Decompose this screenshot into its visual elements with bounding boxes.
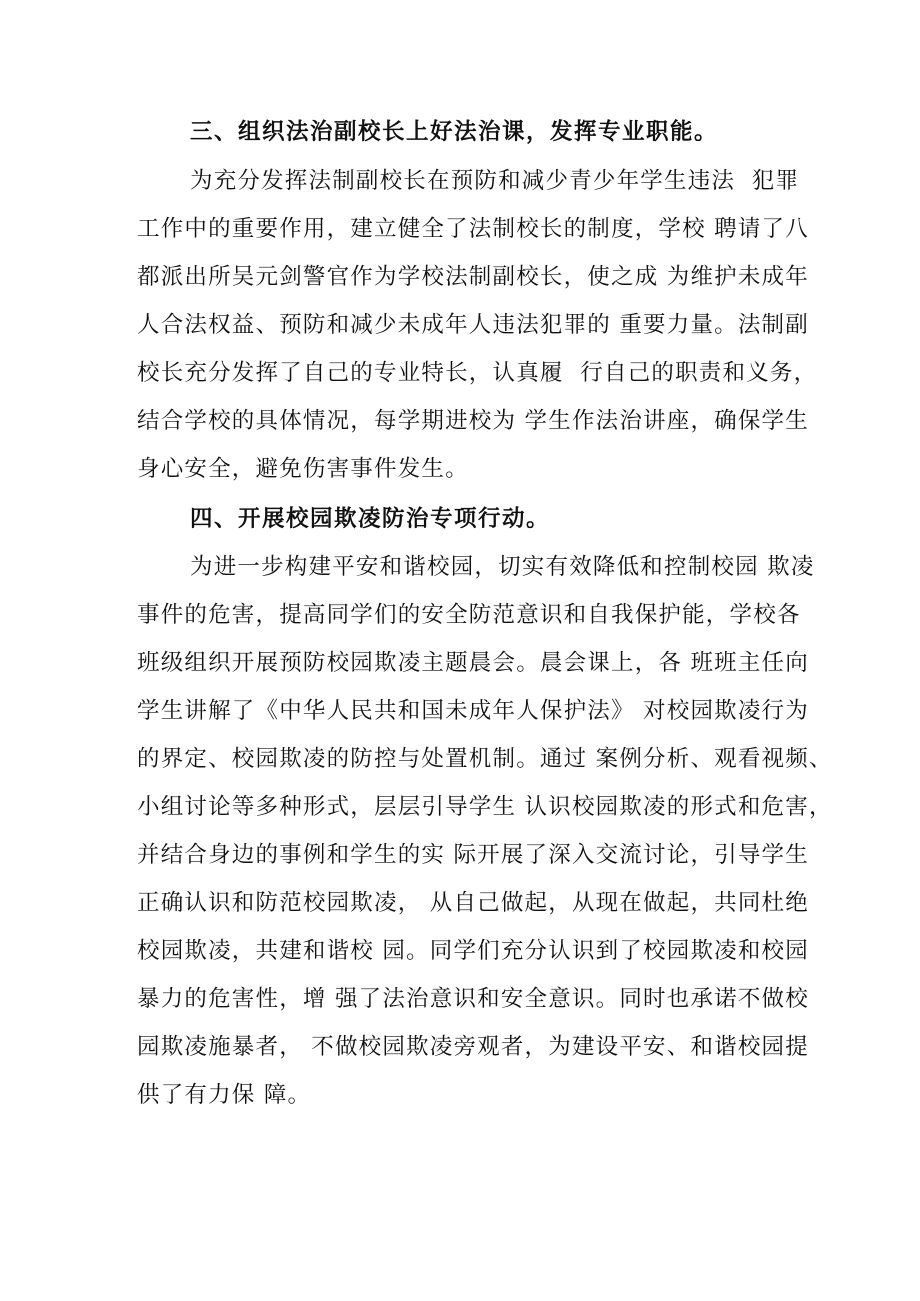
section3-line: 身心安全，避免伤害事件发生。 — [137, 456, 469, 482]
section3-line: 人合法权益、预防和减少未成年人违法犯罪的 重要力量。法制副 — [137, 312, 809, 338]
section4-line: 小组讨论等多种形式，层层引导学生 认识校园欺凌的形式和危害， — [137, 794, 833, 820]
section3-line: 都派出所吴元剑警官作为学校法制副校长，使之成 为维护未成年 — [137, 264, 809, 290]
section4-line: 班级组织开展预防校园欺凌主题晨会。晨会课上，各 班班主任向 — [137, 650, 809, 676]
section4-heading: 四、开展校园欺凌防治专项行动。 — [190, 506, 551, 532]
section3-heading: 三、组织法治副校长上好法治课，发挥专业职能。 — [190, 119, 719, 145]
section4-line: 的界定、校园欺凌的防控与处置机制。通过 案例分析、观看视频、 — [137, 746, 833, 772]
section4-line: 并结合身边的事例和学生的实 际开展了深入交流讨论，引导学生 — [137, 842, 809, 868]
section4-line: 学生讲解了《中华人民共和国未成年人保护法》 对校园欺凌行为 — [137, 698, 809, 724]
section4-line: 为进一步构建平安和谐校园，切实有效降低和控制校园 欺凌 — [190, 554, 815, 580]
section4-line: 校园欺凌，共建和谐校 园。同学们充分认识到了校园欺凌和校园 — [137, 938, 809, 964]
section4-line: 供了有力保 障。 — [137, 1082, 312, 1108]
section4-line: 正确认识和防范校园欺凌， 从自己做起，从现在做起，共同杜绝 — [137, 890, 809, 916]
section4-line: 事件的危害，提高同学们的安全防范意识和自我保护能，学校各 — [137, 602, 801, 628]
section3-line: 结合学校的具体情况，每学期进校为 学生作法治讲座，确保学生 — [137, 408, 809, 434]
section3-line: 为充分发挥法制副校长在预防和减少青少年学生违法 犯罪 — [190, 168, 800, 194]
section4-line: 园欺凌施暴者， 不做校园欺凌旁观者，为建设平安、和谐校园提 — [137, 1034, 809, 1060]
section3-line: 工作中的重要作用，建立健全了法制校长的制度，学校 聘请了八 — [137, 216, 809, 242]
section4-line: 暴力的危害性，增 强了法治意识和安全意识。同时也承诺不做校 — [137, 986, 809, 1012]
section3-line: 校长充分发挥了自己的专业特长，认真履 行自己的职责和义务， — [137, 360, 818, 386]
